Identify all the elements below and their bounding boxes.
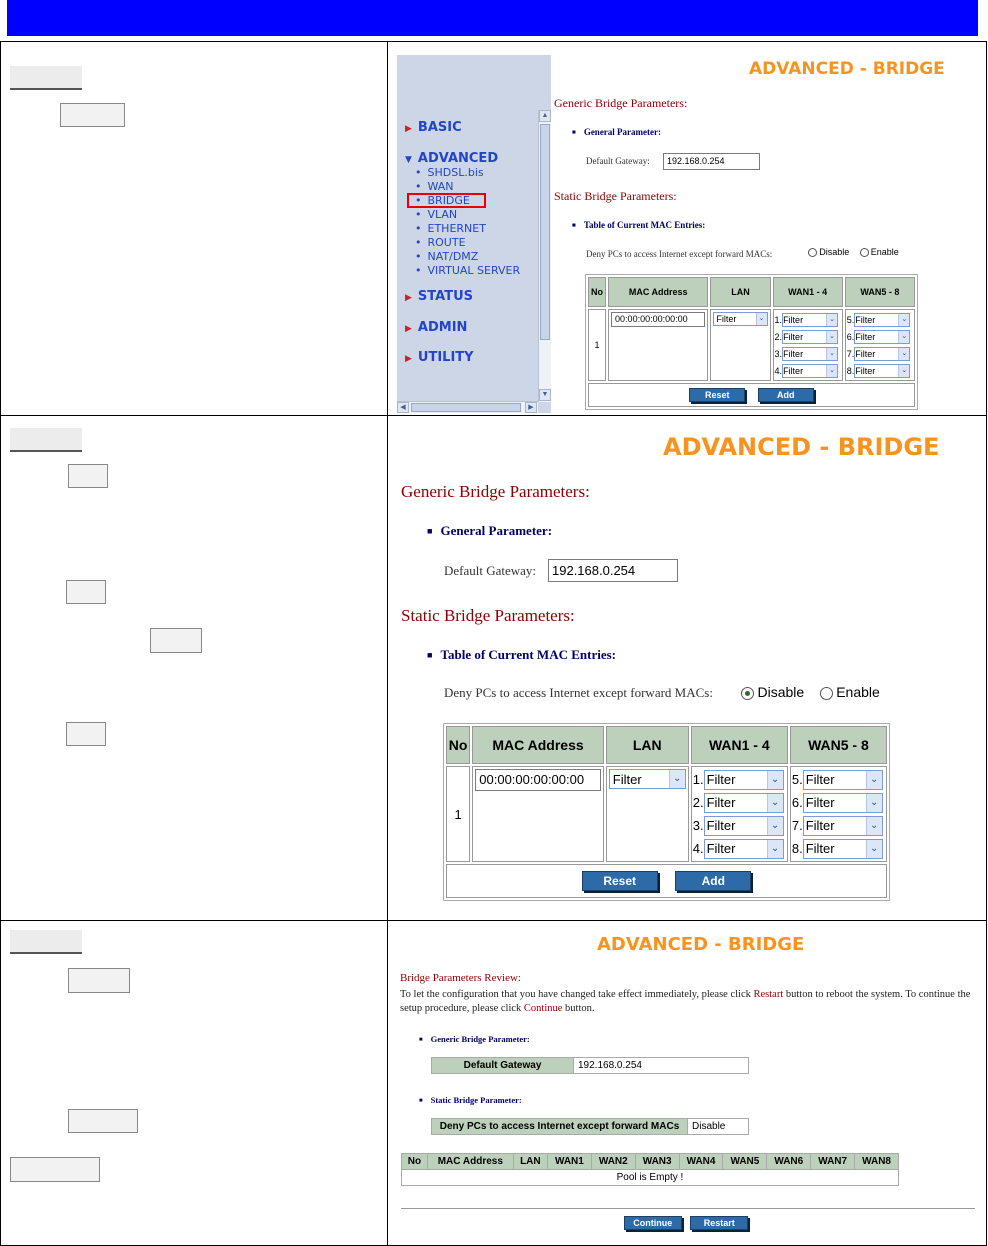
vertical-scrollbar[interactable] [538,110,551,402]
col-wan1-4: WAN1 - 4 [691,726,788,764]
radio-enable[interactable] [860,248,869,257]
review-buttons [397,1216,975,1230]
default-gateway-value: 192.168.0.254 [574,1058,749,1074]
chevron-down-icon: ⌄ [898,348,909,360]
wan5-select[interactable]: Filter ⌄ [854,313,910,327]
scroll-down-icon[interactable]: ▼ [539,389,551,401]
wan8-select[interactable]: Filter ⌄ [854,364,910,378]
wan3-row: 3. Filter ⌄ [693,814,786,837]
col-no: No [588,277,606,307]
static-parameter-label: ■ Static Bridge Parameter: [419,1095,522,1105]
chevron-down-icon: ⌄ [767,840,783,858]
col-lan: LAN [710,277,770,307]
col-wan5: WAN5 [723,1154,767,1170]
step3-box-b [68,1109,138,1133]
wan1-row: 1. Filter ⌄ [775,311,841,328]
step3-label [10,930,82,954]
lan-select[interactable]: Filter ⌄ [609,769,686,789]
bridge-page-small [551,55,978,413]
col-wan4: WAN4 [679,1154,723,1170]
wan1-row: 1. Filter ⌄ [693,768,786,791]
step1-label [10,66,82,90]
wan8-row: 8. Filter ⌄ [792,837,885,860]
nav-sub-bridge[interactable]: • BRIDGE [415,194,470,207]
wan5-select[interactable]: Filter ⌄ [803,770,883,790]
chevron-down-icon: ⌄ [866,817,882,835]
chevron-down-icon: ⌄ [898,331,909,343]
chevron-down-icon: ⌄ [767,771,783,789]
wan5-row: 5. Filter ⌄ [792,768,885,791]
highlight-box [407,193,486,208]
nav-sub-virtual-server[interactable]: • VIRTUAL SERVER [415,264,520,277]
horizontal-scrollbar[interactable] [397,401,538,413]
deny-value: Disable [688,1119,749,1135]
step3-box-c [10,1157,100,1182]
scroll-thumb[interactable] [540,124,550,340]
chevron-down-icon: ⌄ [767,817,783,835]
wan7-row: 7. Filter ⌄ [847,345,913,362]
col-lan: LAN [513,1154,547,1170]
col-wan7: WAN7 [811,1154,855,1170]
col-wan6: WAN6 [767,1154,811,1170]
empty-message: Pool is Empty ! [402,1170,899,1186]
col-wan5-8: WAN5 - 8 [845,277,915,307]
step3-box-a [68,968,130,993]
default-gateway-input[interactable]: 192.168.0.254 [663,153,760,170]
deny-label: Deny PCs to access Internet except forward MACs: [586,249,773,259]
nav-sub-shdsl[interactable]: • SHDSL.bis [415,166,484,179]
deny-radio-group [741,684,880,702]
wan7-select[interactable]: Filter ⌄ [803,816,883,836]
col-mac: MAC Address [608,277,708,307]
wan6-row: 6. Filter ⌄ [847,328,913,345]
wan5-row: 5. Filter ⌄ [847,311,913,328]
add-button[interactable]: Add [758,388,814,402]
radio-enable[interactable] [820,687,833,700]
mac-input[interactable]: 00:00:00:00:00:00 [475,769,601,791]
lan-select[interactable]: Filter ⌄ [713,312,767,326]
mac-table [443,723,890,901]
nav-panel [397,55,551,413]
page-title: ADVANCED - BRIDGE [749,59,945,79]
wan4-select[interactable]: Filter ⌄ [704,839,784,859]
mac-input[interactable]: 00:00:00:00:00:00 [611,312,705,327]
nav-utility[interactable]: ▶ UTILITY [405,350,474,365]
nav-sub-wan[interactable]: • WAN [415,180,454,193]
wan8-select[interactable]: Filter ⌄ [803,839,883,859]
nav-admin[interactable]: ▶ ADMIN [405,320,468,335]
row-divider-1 [1,415,986,416]
chevron-down-icon: ⌄ [826,365,837,377]
wan3-select[interactable]: Filter ⌄ [704,816,784,836]
chevron-down-icon: ⌄ [756,313,767,325]
wan4-row: 4. Filter ⌄ [775,362,841,379]
col-mac-address: MAC Address [427,1154,513,1170]
chevron-down-icon: ⌄ [826,348,837,360]
nav-sub-ethernet[interactable]: • ETHERNET [415,222,486,235]
col-wan1: WAN1 [547,1154,591,1170]
general-parameter-label: ■ General Parameter: [427,523,552,539]
add-button[interactable]: Add [675,871,751,891]
default-gateway-label: Default Gateway: [444,563,537,578]
col-wan2: WAN2 [591,1154,635,1170]
wan3-select[interactable]: Filter ⌄ [782,347,838,361]
chevron-down-icon: ⌄ [866,840,882,858]
wan1-select[interactable]: Filter ⌄ [704,770,784,790]
wan8-row: 8. Filter ⌄ [847,362,913,379]
wan2-row: 2. Filter ⌄ [775,328,841,345]
bridge-page-large [397,426,977,906]
wan1-select[interactable]: Filter ⌄ [782,313,838,327]
chevron-down-icon: ⌄ [826,314,837,326]
reset-button[interactable]: Reset [582,871,658,891]
mac-review-table [401,1153,899,1186]
scroll-right-icon[interactable]: ▶ [525,402,537,413]
wan6-select[interactable]: Filter ⌄ [803,793,883,813]
default-gateway-label: Default Gateway: [586,156,650,166]
deny-review-table [431,1118,749,1135]
chevron-down-icon: ⌄ [898,365,909,377]
col-wan1-4: WAN1 - 4 [773,277,843,307]
wan7-row: 7. Filter ⌄ [792,814,885,837]
default-gateway-header: Default Gateway [432,1058,574,1074]
wan6-select[interactable]: Filter ⌄ [854,330,910,344]
row-no: 1 [588,309,606,381]
table-label: ■ Table of Current MAC Entries: [427,647,616,663]
deny-radio-group [808,247,899,257]
review-intro: To let the configuration that you have changed take effect immediately, please click Restart button to reboot the system. To continue the setup procedure, please click Continue button. [400,989,971,1014]
header-banner [7,0,978,36]
reset-button[interactable]: Reset [689,388,745,402]
radio-enable-label: Enable [836,684,880,700]
scroll-left-icon[interactable]: ◀ [397,402,409,413]
wan3-row: 3. Filter ⌄ [775,345,841,362]
deny-header: Deny PCs to access Internet except forward MACs [432,1119,688,1135]
radio-disable[interactable] [741,687,754,700]
nav-sub-vlan[interactable]: • VLAN [415,208,457,221]
static-section-title: Static Bridge Parameters: [401,606,575,625]
chevron-down-icon: ⌄ [669,770,685,788]
chevron-down-icon: ⌄ [866,771,882,789]
continue-button[interactable]: Continue [624,1216,682,1230]
scroll-up-icon[interactable]: ▲ [539,110,551,122]
generic-section-title: Generic Bridge Parameters: [401,482,590,501]
step2-box-b [66,580,106,604]
bridge-review-page [397,930,977,1240]
step2-box-a [68,464,108,488]
col-wan3: WAN3 [635,1154,679,1170]
nav-advanced[interactable]: ▼ ADVANCED [405,151,499,166]
radio-disable-label: Disable [757,684,805,700]
general-parameter-label: ■ General Parameter: [572,127,661,137]
step2-label [10,428,82,452]
col-mac: MAC Address [472,726,604,764]
separator [401,1208,975,1209]
col-no: No [402,1154,428,1170]
chevron-down-icon: ⌄ [866,794,882,812]
row-divider-2 [1,920,986,921]
col-wan5-8: WAN5 - 8 [790,726,887,764]
row-no: 1 [446,766,470,862]
nav-basic[interactable]: ▶ BASIC [405,120,462,135]
nav-sub-route[interactable]: • ROUTE [415,236,466,249]
step2-box-c [150,628,202,653]
deny-label: Deny PCs to access Internet except forward MACs: [444,685,713,700]
wan2-select[interactable]: Filter ⌄ [782,330,838,344]
radio-disable[interactable] [808,248,817,257]
step1-menu-box [60,103,125,127]
review-heading: Bridge Parameters Review: [400,972,521,984]
chevron-down-icon: ⌄ [898,314,909,326]
wan2-select[interactable]: Filter ⌄ [704,793,784,813]
wan7-select[interactable]: Filter ⌄ [854,347,910,361]
wan6-row: 6. Filter ⌄ [792,791,885,814]
col-no: No [446,726,470,764]
nav-sub-natdmz[interactable]: • NAT/DMZ [415,250,478,263]
col-wan8: WAN8 [855,1154,899,1170]
chevron-down-icon: ⌄ [767,794,783,812]
scroll-h-thumb[interactable] [411,403,521,412]
table-label: ■ Table of Current MAC Entries: [572,220,705,230]
restart-button[interactable]: Restart [690,1216,748,1230]
nav-status[interactable]: ▶ STATUS [405,289,473,304]
gateway-review-table [431,1057,749,1074]
wan4-select[interactable]: Filter ⌄ [782,364,838,378]
generic-section-title: Generic Bridge Parameters: [554,96,688,110]
col-lan: LAN [606,726,689,764]
wan4-row: 4. Filter ⌄ [693,837,786,860]
page-title: ADVANCED - BRIDGE [597,934,805,955]
default-gateway-input[interactable]: 192.168.0.254 [548,559,678,582]
chevron-down-icon: ⌄ [826,331,837,343]
static-section-title: Static Bridge Parameters: [554,189,677,203]
step2-box-d [66,722,106,746]
radio-disable-label: Disable [819,247,850,257]
column-divider [387,42,388,1245]
wan2-row: 2. Filter ⌄ [693,791,786,814]
mac-table [585,274,918,410]
generic-parameter-label: ■ Generic Bridge Parameter: [419,1034,530,1044]
page-title: ADVANCED - BRIDGE [663,433,940,461]
radio-enable-label: Enable [870,247,899,257]
